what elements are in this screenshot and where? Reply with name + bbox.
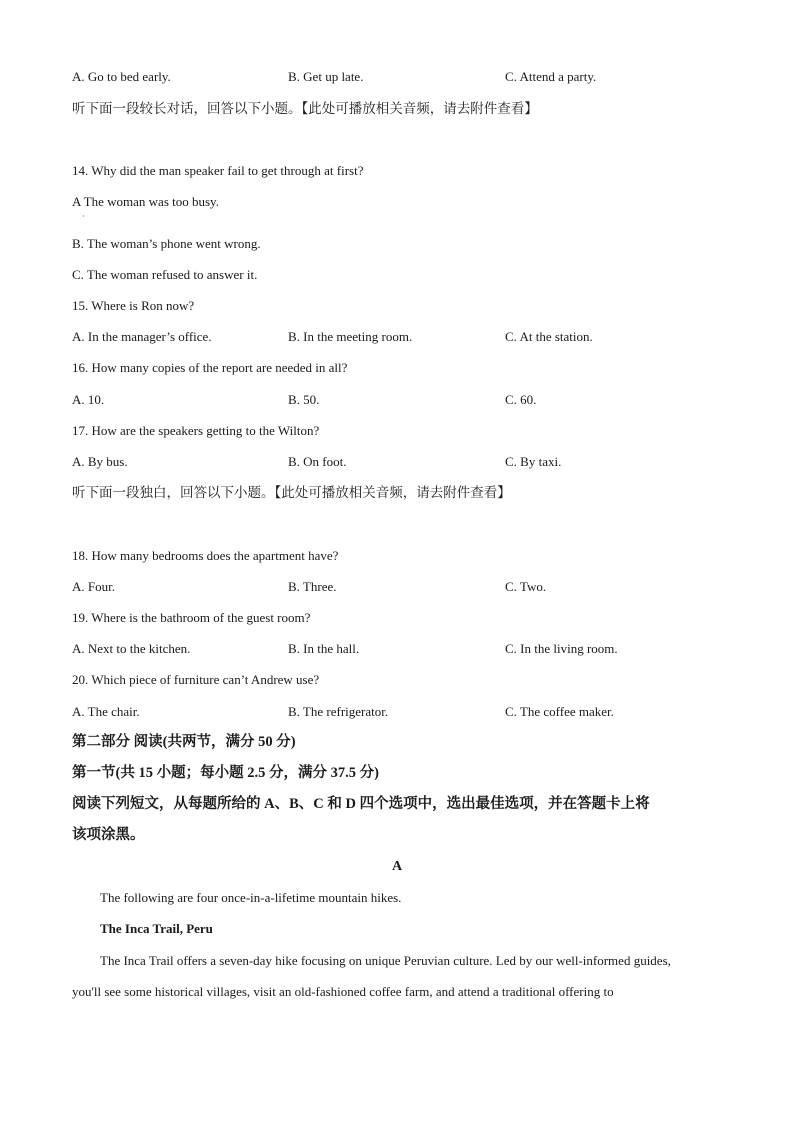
paragraph-1-line-2: you'll see some historical villages, visit an old-fashioned coffee farm, and attend a traditional offering to bbox=[72, 984, 614, 999]
q14-option-c: C. The woman refused to answer it. bbox=[72, 267, 258, 282]
passage-intro: The following are four once-in-a-lifetime mountain hikes. bbox=[100, 890, 402, 905]
q20-option-b: B. The refrigerator. bbox=[288, 704, 389, 719]
q17-option-b: B. On foot. bbox=[288, 454, 347, 469]
section-long-dialogue-instruction: 听下面一段较长对话，回答以下小题。【此处可播放相关音频，请去附件查看】 bbox=[72, 101, 538, 116]
q18-question: 18. How many bedrooms does the apartment have? bbox=[72, 548, 339, 563]
q15-option-a: A. In the manager’s office. bbox=[72, 329, 212, 344]
q18-option-a: A. Four. bbox=[72, 579, 115, 594]
q14-option-a: A The woman was too busy. bbox=[72, 194, 219, 209]
q20-option-a: A. The chair. bbox=[72, 704, 140, 719]
q16-question: 16. How many copies of the report are needed in all? bbox=[72, 360, 348, 375]
q20-option-c: C. The coffee maker. bbox=[505, 704, 614, 719]
q19-option-c: C. In the living room. bbox=[505, 641, 618, 656]
q16-option-a: A. 10. bbox=[72, 392, 105, 407]
q19-option-b: B. In the hall. bbox=[288, 641, 360, 656]
q17-option-c: C. By taxi. bbox=[505, 454, 562, 469]
section1-title: 第一节(共 15 小题；每小题 2.5 分，满分 37.5 分) bbox=[72, 765, 379, 781]
reading-instructions-line2: 该项涂黑。 bbox=[72, 827, 145, 843]
reading-instructions-line1: 阅读下列短文，从每题所给的 A、B、C 和 D 四个选项中，选出最佳选项，并在答题卡上将 bbox=[72, 796, 650, 812]
q18-option-b: B. Three. bbox=[288, 579, 337, 594]
q13-option-c: C. Attend a party. bbox=[505, 69, 597, 84]
q14-question: 14. Why did the man speaker fail to get through at first? bbox=[72, 163, 364, 178]
q15-question: 15. Where is Ron now? bbox=[72, 298, 195, 313]
q13-option-b: B. Get up late. bbox=[288, 69, 364, 84]
part2-title: 第二部分 阅读(共两节，满分 50 分) bbox=[72, 734, 296, 750]
q17-question: 17. How are the speakers getting to the Wilton? bbox=[72, 423, 320, 438]
q14-option-b: B. The woman’s phone went wrong. bbox=[72, 236, 261, 251]
section-monologue-instruction: 听下面一段独白，回答以下小题。【此处可播放相关音频，请去附件查看】 bbox=[72, 485, 511, 500]
q18-option-c: C. Two. bbox=[505, 579, 547, 594]
stray-dot: · bbox=[82, 212, 85, 221]
paragraph-1-line-1: The Inca Trail offers a seven-day hike focusing on unique Peruvian culture. Led by our well-informed guides, bbox=[100, 953, 671, 968]
q19-option-a: A. Next to the kitchen. bbox=[72, 641, 191, 656]
q15-option-b: B. In the meeting room. bbox=[288, 329, 413, 344]
q20-question: 20. Which piece of furniture can’t Andrew use? bbox=[72, 672, 320, 687]
q15-option-c: C. At the station. bbox=[505, 329, 593, 344]
subheading-inca-trail: The Inca Trail, Peru bbox=[100, 921, 213, 936]
q17-option-a: A. By bus. bbox=[72, 454, 128, 469]
passage-label: A bbox=[391, 859, 403, 874]
q16-option-b: B. 50. bbox=[288, 392, 320, 407]
q13-option-a: A. Go to bed early. bbox=[72, 69, 171, 84]
q16-option-c: C. 60. bbox=[505, 392, 537, 407]
q19-question: 19. Where is the bathroom of the guest room? bbox=[72, 610, 311, 625]
